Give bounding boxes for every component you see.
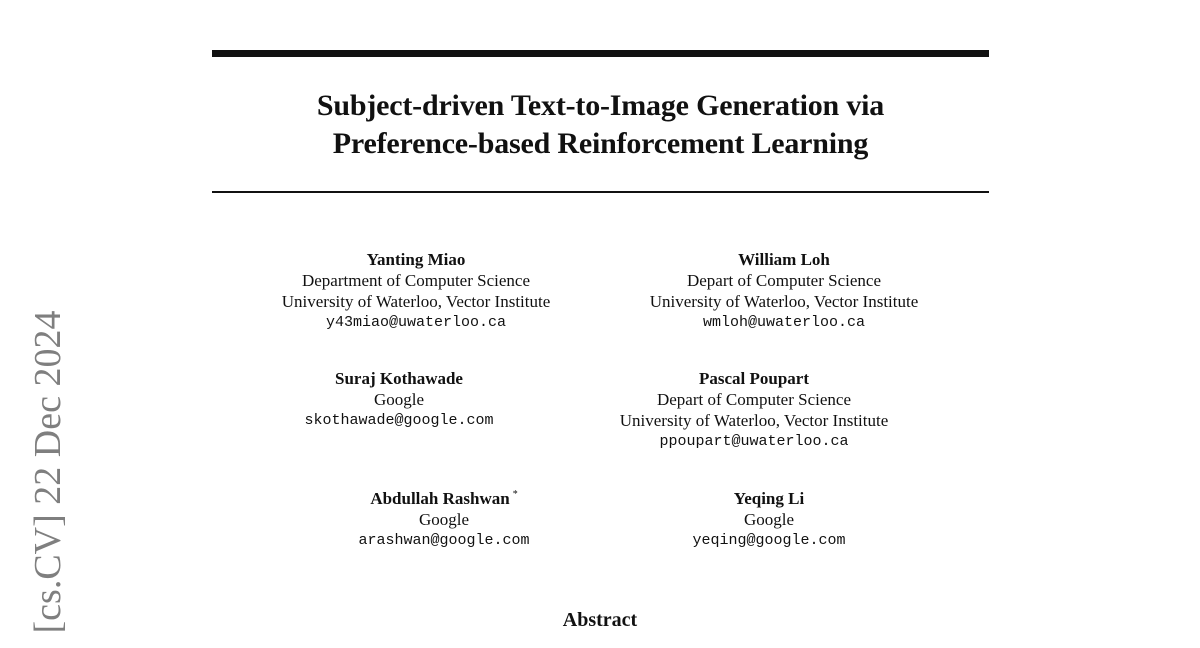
paper-title-line-2: Preference-based Reinforcement Learning bbox=[332, 127, 869, 160]
author-email: wmloh@uwaterloo.ca bbox=[702, 314, 866, 331]
author-block-yanting-miao bbox=[206, 249, 626, 333]
author-affiliation: University of Waterloo, Vector Institute bbox=[619, 411, 889, 430]
author-name: Suraj Kothawade bbox=[335, 369, 463, 388]
author-block-yeqing-li bbox=[559, 488, 979, 551]
title-bottom-rule bbox=[212, 191, 989, 193]
author-affiliation: University of Waterloo, Vector Institute bbox=[649, 292, 919, 311]
author-block-pascal-poupart bbox=[544, 368, 964, 452]
author-name: William Loh bbox=[738, 250, 830, 269]
author-email: y43miao@uwaterloo.ca bbox=[325, 314, 507, 331]
title-top-rule bbox=[212, 50, 989, 57]
paper-title bbox=[212, 87, 989, 163]
author-footnote-mark[interactable]: * bbox=[512, 489, 518, 501]
author-affiliation: University of Waterloo, Vector Institute bbox=[281, 292, 551, 311]
author-affiliation: Department of Computer Science bbox=[301, 271, 530, 290]
author-affiliation: Depart of Computer Science bbox=[656, 390, 851, 409]
paper-title-line-1: Subject-driven Text-to-Image Generation via bbox=[316, 89, 885, 122]
author-name: Yeqing Li bbox=[733, 489, 805, 508]
author-affiliation: Google bbox=[743, 510, 795, 529]
author-email: skothawade@google.com bbox=[304, 412, 494, 429]
abstract-heading: Abstract bbox=[562, 609, 638, 631]
author-email: ppoupart@uwaterloo.ca bbox=[659, 433, 849, 450]
author-email: arashwan@google.com bbox=[358, 532, 530, 549]
author-affiliation: Depart of Computer Science bbox=[686, 271, 881, 290]
author-block-william-loh bbox=[574, 249, 994, 333]
author-affiliation: Google bbox=[418, 510, 470, 529]
author-email: yeqing@google.com bbox=[692, 532, 846, 549]
author-name: Abdullah Rashwan bbox=[370, 489, 510, 508]
author-name: Yanting Miao bbox=[366, 250, 466, 269]
author-affiliation: Google bbox=[373, 390, 425, 409]
author-name: Pascal Poupart bbox=[698, 369, 810, 388]
arxiv-side-stamp: [cs.CV] 22 Dec 2024 bbox=[27, 310, 69, 634]
